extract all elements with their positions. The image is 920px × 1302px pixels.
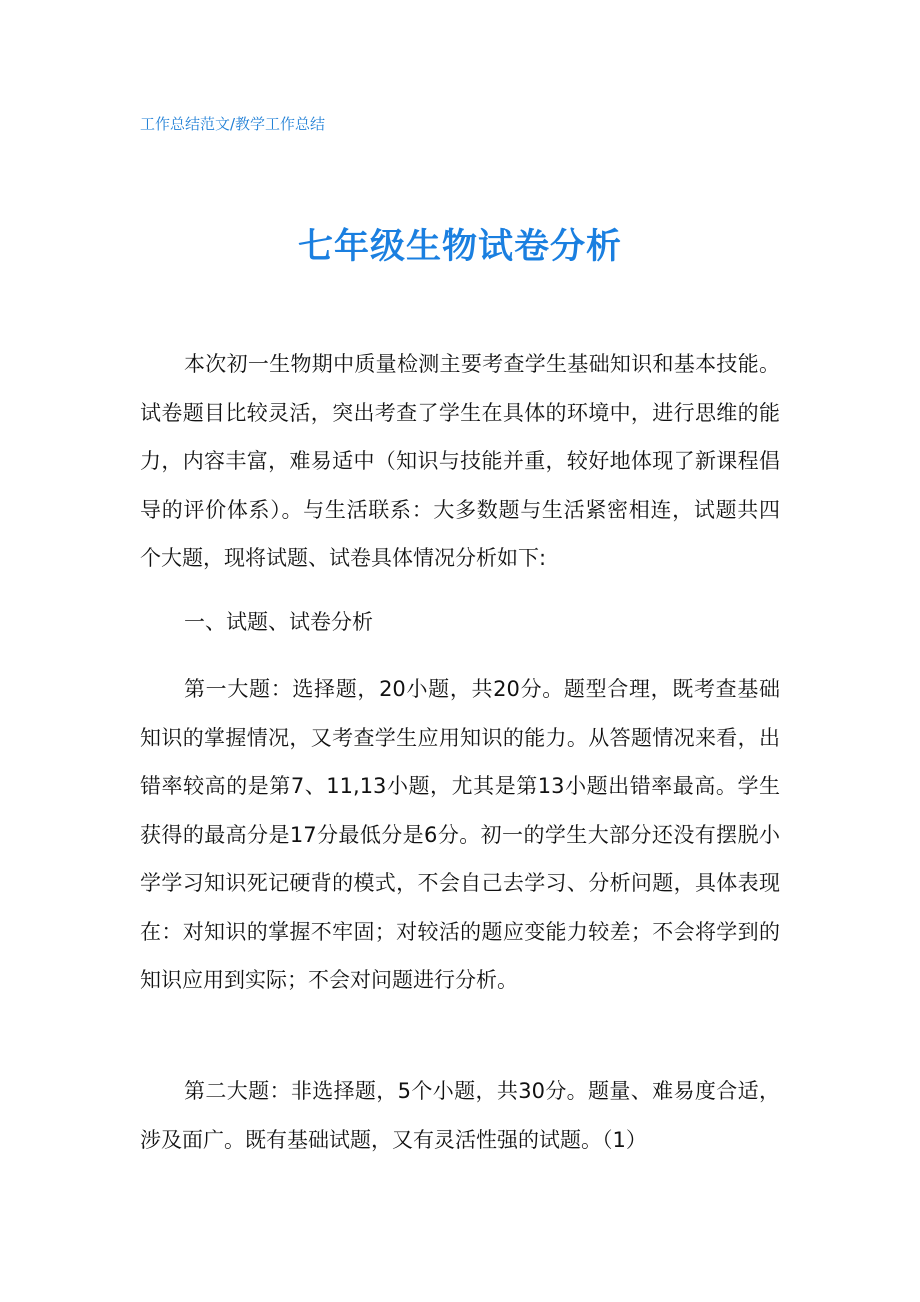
breadcrumb[interactable]: 工作总结范文/教学工作总结 bbox=[140, 115, 326, 133]
section-heading: 一、试题、试卷分析 bbox=[184, 610, 373, 634]
paragraph-part-one: 第一大题：选择题，20小题，共20分。题型合理，既考查基础知识的掌握情况，又考查学生应用知识的能力。从答题情况来看，出错率较高的是第7、11,13小题，尤其是第13小题出错率最高。学生获得的最高分是17分最低分是6分。初一的学生大部分还没有摆脱小学学习知识死记硬背的模式，不会自己去学习、分析问题，具体表现在：对知识的掌握不牢固；对较活的题应变能力较差；不会将学到的知识应用到实际；不会对问题进行分析。 bbox=[140, 677, 780, 992]
paragraph-intro: 本次初一生物期中质量检测主要考查学生基础知识和基本技能。试卷题目比较灵活，突出考查了学生在具体的环境中，进行思维的能力，内容丰富，难易适中（知识与技能并重，较好地体现了新课程倡导的评价体系）。与生活联系：大多数题与生活紧密相连，试题共四个大题，现将试题、试卷具体情况分析如下: bbox=[140, 352, 780, 570]
paragraph-part-two: 第二大题：非选择题，5个小题，共30分。题量、难易度合适，涉及面广。既有基础试题，又有灵活性强的试题。（1） bbox=[140, 1079, 780, 1152]
page-title: 七年级生物试卷分析 bbox=[297, 227, 622, 267]
